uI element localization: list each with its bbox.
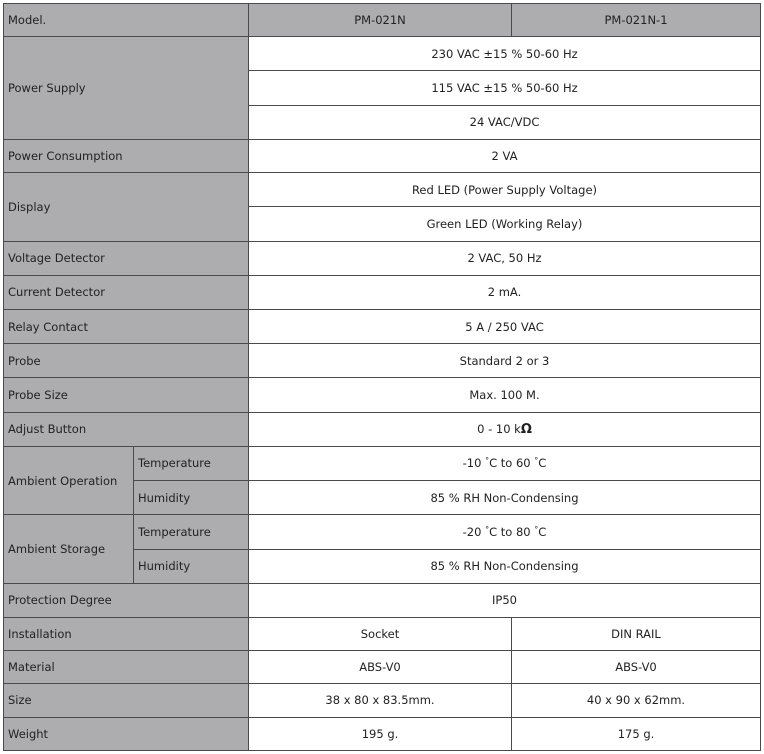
ambient-storage-temperature-value <box>249 515 761 549</box>
ambient-storage-temperature-row <box>4 515 761 549</box>
power-supply-value-115: 115 VAC ±15 % 50-60 Hz <box>249 71 761 105</box>
power-consumption-label: Power Consumption <box>4 139 249 172</box>
voltage-detector-value: 2 VAC, 50 Hz <box>249 241 761 275</box>
power-supply-row-1 <box>4 37 761 71</box>
weight-label: Weight <box>4 717 249 750</box>
header-row <box>4 4 761 37</box>
relay-contact-label: Relay Contact <box>4 309 249 343</box>
adjust-button-row <box>4 412 761 446</box>
material-label: Material <box>4 651 249 684</box>
temp-from: -10 <box>462 456 486 471</box>
installation-label: Installation <box>4 617 249 650</box>
degree-symbol: ° <box>485 524 490 534</box>
voltage-detector-label: Voltage Detector <box>4 241 249 275</box>
model-pm-021n-1: PM-021N-1 <box>512 4 761 37</box>
ambient-storage-temperature-label: Temperature <box>134 515 249 549</box>
ambient-operation-temperature-row <box>4 446 761 480</box>
ambient-storage-humidity-label: Humidity <box>134 549 249 583</box>
temp-to: C to 60 <box>489 456 535 471</box>
relay-contact-row <box>4 309 761 343</box>
degree-symbol: ° <box>534 456 539 466</box>
adjust-button-value <box>249 412 761 446</box>
display-value-green: Green LED (Working Relay) <box>249 207 761 241</box>
material-value-pm-021n-1: ABS-V0 <box>512 651 761 684</box>
temp-to: C to 80 <box>489 524 535 539</box>
installation-value-pm-021n: Socket <box>249 617 512 650</box>
weight-value-pm-021n-1: 175 g. <box>512 717 761 750</box>
size-label: Size <box>4 684 249 717</box>
probe-label: Probe <box>4 344 249 378</box>
current-detector-row <box>4 275 761 309</box>
power-supply-value-24: 24 VAC/VDC <box>249 105 761 139</box>
ambient-operation-label: Ambient Operation <box>4 446 134 514</box>
size-row <box>4 684 761 717</box>
weight-value-pm-021n: 195 g. <box>249 717 512 750</box>
degree-symbol: ° <box>485 456 490 466</box>
installation-value-pm-021n-1: DIN RAIL <box>512 617 761 650</box>
material-row <box>4 651 761 684</box>
degree-symbol: ° <box>534 524 539 534</box>
model-pm-021n: PM-021N <box>249 4 512 37</box>
probe-row <box>4 344 761 378</box>
temp-unit: C <box>538 524 547 539</box>
specification-table <box>3 3 761 751</box>
display-label: Display <box>4 173 249 241</box>
ambient-operation-temperature-value <box>249 446 761 480</box>
temp-from: -20 <box>462 524 486 539</box>
adjust-button-label: Adjust Button <box>4 412 249 446</box>
probe-size-label: Probe Size <box>4 378 249 412</box>
power-supply-label: Power Supply <box>4 37 249 140</box>
display-row-1 <box>4 173 761 207</box>
ambient-operation-humidity-value: 85 % RH Non-Condensing <box>249 481 761 515</box>
ambient-storage-humidity-value: 85 % RH Non-Condensing <box>249 549 761 583</box>
ambient-operation-humidity-label: Humidity <box>134 481 249 515</box>
adjust-range-text: 0 - 10 k <box>477 421 521 436</box>
probe-value: Standard 2 or 3 <box>249 344 761 378</box>
power-supply-value-230: 230 VAC ±15 % 50-60 Hz <box>249 37 761 71</box>
current-detector-value: 2 mA. <box>249 275 761 309</box>
protection-degree-label: Protection Degree <box>4 583 249 617</box>
installation-row <box>4 617 761 650</box>
current-detector-label: Current Detector <box>4 275 249 309</box>
material-value-pm-021n: ABS-V0 <box>249 651 512 684</box>
relay-contact-value: 5 A / 250 VAC <box>249 309 761 343</box>
model-label: Model. <box>4 4 249 37</box>
probe-size-row <box>4 378 761 412</box>
display-value-red: Red LED (Power Supply Voltage) <box>249 173 761 207</box>
weight-row <box>4 717 761 750</box>
ohm-unit: Ω <box>520 421 532 437</box>
probe-size-value: Max. 100 M. <box>249 378 761 412</box>
power-consumption-value: 2 VA <box>249 139 761 172</box>
power-consumption-row <box>4 139 761 172</box>
size-value-pm-021n-1: 40 x 90 x 62mm. <box>512 684 761 717</box>
size-value-pm-021n: 38 x 80 x 83.5mm. <box>249 684 512 717</box>
ambient-operation-temperature-label: Temperature <box>134 446 249 480</box>
voltage-detector-row <box>4 241 761 275</box>
protection-degree-row <box>4 583 761 617</box>
ambient-storage-label: Ambient Storage <box>4 515 134 583</box>
protection-degree-value: IP50 <box>249 583 761 617</box>
temp-unit: C <box>538 456 547 471</box>
